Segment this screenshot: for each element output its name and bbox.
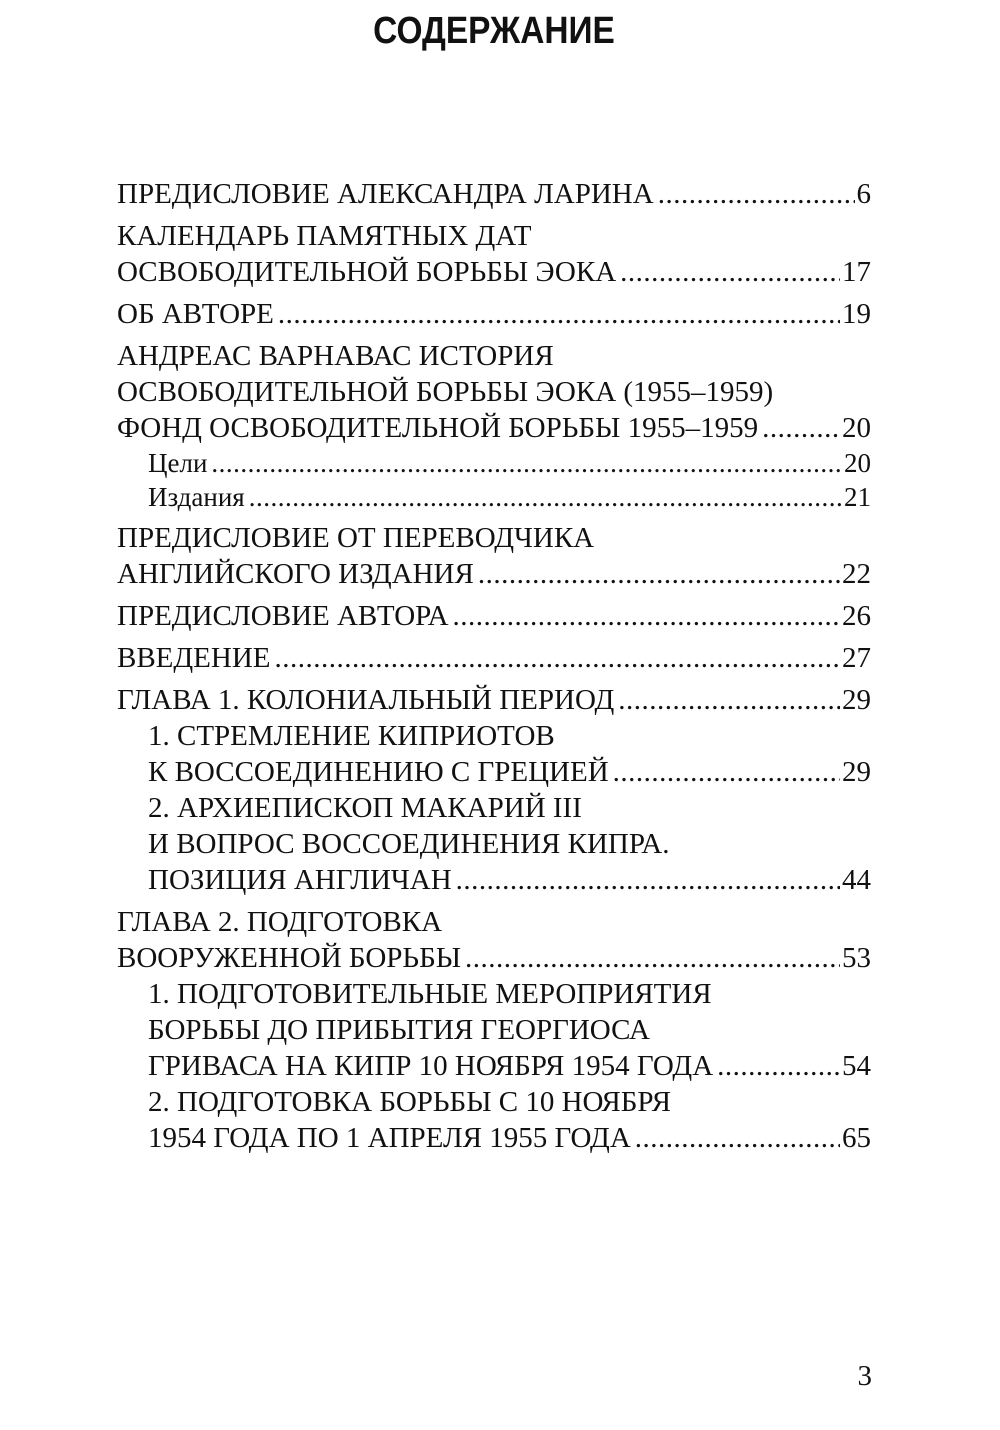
toc-entry-line bbox=[148, 1120, 871, 1156]
toc-entry-text: К ВОССОЕДИНЕНИЮ С ГРЕЦИЕЙ bbox=[148, 756, 609, 788]
toc-page-number: 27 bbox=[842, 642, 871, 674]
dot-leader bbox=[453, 598, 840, 634]
toc-entry-text: 2. АРХИЕПИСКОП МАКАРИЙ III bbox=[148, 792, 582, 824]
toc-page-number: 17 bbox=[842, 256, 871, 288]
toc-entry-text: ПРЕДИСЛОВИЕ АВТОРА bbox=[117, 600, 449, 632]
toc-entry-text: ПОЗИЦИЯ АНГЛИЧАН bbox=[148, 864, 452, 896]
toc-entry-line bbox=[117, 556, 871, 592]
toc-entry-line bbox=[117, 254, 871, 290]
toc-entry-text: 1954 ГОДА ПО 1 АПРЕЛЯ 1955 ГОДА bbox=[148, 1122, 631, 1154]
toc-entry-text: КАЛЕНДАРЬ ПАМЯТНЫХ ДАТ bbox=[117, 220, 532, 252]
dot-leader bbox=[278, 296, 840, 332]
toc-page-number: 26 bbox=[842, 600, 871, 632]
dot-leader bbox=[620, 254, 840, 290]
toc-page-number: 20 bbox=[844, 448, 871, 478]
toc-entry-line bbox=[148, 1048, 871, 1084]
toc-entry-text: АНГЛИЙСКОГО ИЗДАНИЯ bbox=[117, 558, 474, 590]
toc-page-number: 29 bbox=[842, 684, 871, 716]
toc-entry bbox=[117, 598, 871, 634]
toc-entry-line bbox=[117, 598, 871, 634]
toc-entry-line bbox=[117, 682, 871, 718]
toc-page-number: 54 bbox=[842, 1050, 871, 1082]
toc-entry-text: 1. СТРЕМЛЕНИЕ КИПРИОТОВ bbox=[148, 720, 555, 752]
dot-leader bbox=[275, 640, 841, 676]
toc-entry bbox=[117, 520, 871, 592]
toc-entry-text: ОСВОБОДИТЕЛЬНОЙ БОРЬБЫ ЭОКА (1955–1959) bbox=[117, 376, 774, 408]
table-of-contents bbox=[117, 176, 871, 1156]
toc-entry-text: ГРИВАСА НА КИПР 10 НОЯБРЯ 1954 ГОДА bbox=[148, 1050, 714, 1082]
toc-subentry bbox=[117, 446, 871, 480]
toc-entry-text: ВООРУЖЕННОЙ БОРЬБЫ bbox=[117, 942, 462, 974]
dot-leader bbox=[717, 1048, 840, 1084]
dot-leader bbox=[762, 410, 840, 446]
toc-entry-text: 1. ПОДГОТОВИТЕЛЬНЫЕ МЕРОПРИЯТИЯ bbox=[148, 978, 712, 1010]
dot-leader bbox=[478, 556, 840, 592]
page-title: СОДЕРЖАНИЕ bbox=[373, 10, 615, 52]
toc-page-number: 29 bbox=[842, 756, 871, 788]
page-number: 3 bbox=[857, 1360, 872, 1392]
toc-entry bbox=[117, 682, 871, 718]
toc-entry-line bbox=[148, 754, 871, 790]
toc-entry-text: Издания bbox=[148, 482, 245, 512]
toc-entry-line bbox=[117, 176, 871, 212]
toc-entry-line bbox=[148, 480, 871, 514]
toc-entry-text: ОБ АВТОРЕ bbox=[117, 298, 274, 330]
dot-leader bbox=[635, 1120, 840, 1156]
toc-entry bbox=[117, 338, 871, 446]
toc-entry-line bbox=[117, 410, 871, 446]
toc-entry-text: ГЛАВА 2. ПОДГОТОВКА bbox=[117, 906, 443, 938]
dot-leader bbox=[618, 682, 840, 718]
toc-entry bbox=[117, 640, 871, 676]
toc-entry bbox=[117, 296, 871, 332]
toc-page-number: 21 bbox=[844, 482, 871, 512]
toc-page-number: 20 bbox=[842, 412, 871, 444]
dot-leader bbox=[465, 940, 840, 976]
toc-entry bbox=[117, 218, 871, 290]
dot-leader bbox=[249, 480, 842, 514]
toc-entry-text: ПРЕДИСЛОВИЕ ОТ ПЕРЕВОДЧИКА bbox=[117, 522, 595, 554]
toc-entry-text: ПРЕДИСЛОВИЕ АЛЕКСАНДРА ЛАРИНА bbox=[117, 178, 654, 210]
toc-subentry bbox=[117, 1084, 871, 1156]
toc-page-number: 65 bbox=[842, 1122, 871, 1154]
toc-subentry bbox=[117, 718, 871, 790]
dot-leader bbox=[211, 446, 842, 480]
toc-entry bbox=[117, 176, 871, 212]
toc-entry-text: 2. ПОДГОТОВКА БОРЬБЫ С 10 НОЯБРЯ bbox=[148, 1086, 672, 1118]
toc-entry-line bbox=[117, 640, 871, 676]
toc-entry-line bbox=[148, 862, 871, 898]
toc-page-number: 22 bbox=[842, 558, 871, 590]
toc-subentry bbox=[117, 976, 871, 1084]
toc-entry bbox=[117, 904, 871, 976]
toc-entry-text: ГЛАВА 1. КОЛОНИАЛЬНЫЙ ПЕРИОД bbox=[117, 684, 615, 716]
toc-entry-line bbox=[117, 296, 871, 332]
toc-entry-line bbox=[148, 446, 871, 480]
toc-page-number: 53 bbox=[842, 942, 871, 974]
dot-leader bbox=[456, 862, 840, 898]
toc-entry-line bbox=[117, 940, 871, 976]
toc-page-number: 6 bbox=[856, 178, 871, 210]
toc-page-number: 19 bbox=[842, 298, 871, 330]
toc-entry-text: Цели bbox=[148, 448, 208, 478]
toc-page-number: 44 bbox=[842, 864, 871, 896]
toc-entry-text: ВВЕДЕНИЕ bbox=[117, 642, 271, 674]
toc-entry-text: ОСВОБОДИТЕЛЬНОЙ БОРЬБЫ ЭОКА bbox=[117, 256, 617, 288]
toc-entry-text: БОРЬБЫ ДО ПРИБЫТИЯ ГЕОРГИОСА bbox=[148, 1014, 650, 1046]
toc-entry-text: АНДРЕАС ВАРНАВАС ИСТОРИЯ bbox=[117, 340, 554, 372]
toc-subentry bbox=[117, 790, 871, 898]
dot-leader bbox=[658, 176, 855, 212]
toc-entry-text: ФОНД ОСВОБОДИТЕЛЬНОЙ БОРЬБЫ 1955–1959 bbox=[117, 412, 759, 444]
toc-subentry bbox=[117, 480, 871, 514]
dot-leader bbox=[613, 754, 840, 790]
toc-entry-text: И ВОПРОС ВОССОЕДИНЕНИЯ КИПРА. bbox=[148, 828, 670, 860]
